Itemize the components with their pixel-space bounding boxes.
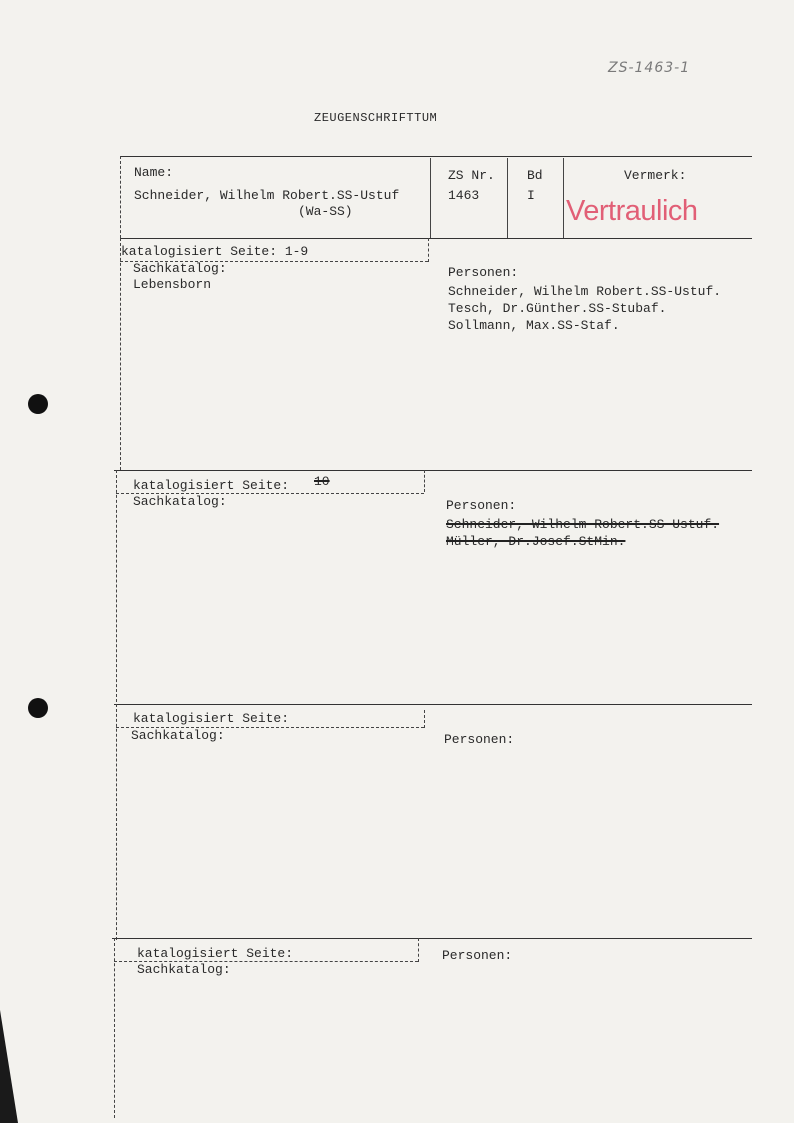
section3-top-rule [114,704,752,705]
section1-person: Sollmann, Max.SS-Staf. [448,318,620,333]
name-value: Schneider, Wilhelm Robert.SS-Ustuf [134,188,400,203]
document-title: ZEUGENSCHRIFTTUM [314,111,438,125]
section2-personen-label: Personen: [446,498,517,513]
section2-sach-label: Sachkatalog: [133,494,227,509]
section3-sach-label: Sachkatalog: [131,728,225,743]
header-divider-zs [507,158,508,238]
section1-left-border [120,238,121,470]
section2-person-struck: Schneider, Wilhelm Robert.SS-Ustuf. [446,517,720,532]
section3-katalog-right [424,710,425,728]
bd-label: Bd [527,168,543,183]
section1-katalog-label: katalogisiert Seite: 1-9 [121,244,309,259]
bd-value: I [527,188,535,203]
header-left-border [120,156,121,238]
header-divider-bd [563,158,564,238]
section2-katalog-label: katalogisiert Seite: [133,478,290,493]
zs-value: 1463 [448,188,480,203]
section1-personen-label: Personen: [448,265,519,280]
scan-edge-shadow [0,1010,18,1123]
section4-sach-label: Sachkatalog: [137,962,231,977]
section3-left-border [116,704,117,940]
section1-katalog-right [428,238,429,262]
punch-hole-bottom [28,698,48,718]
section4-personen-label: Personen: [442,948,513,963]
name-unit: (Wa-SS) [298,204,353,219]
section3-katalog-label: katalogisiert Seite: [133,711,290,726]
section2-person-struck: Müller, Dr.Josef.StMin. [446,534,626,549]
archive-note: ZS-1463-1 [608,60,691,76]
confidential-stamp: Vertraulich [566,195,698,227]
section1-person: Schneider, Wilhelm Robert.SS-Ustuf. [448,284,722,299]
section2-left-border [116,470,117,702]
vermerk-label: Vermerk: [624,168,687,183]
header-top-rule [120,156,752,157]
punch-hole-top [28,394,48,414]
header-bottom-rule [120,238,752,239]
section1-sach-label: Sachkatalog: [133,261,227,276]
section2-katalog-right [424,470,425,492]
header-divider-name [430,158,431,238]
section1-person: Tesch, Dr.Günther.SS-Stubaf. [448,301,667,316]
section4-top-rule [112,938,752,939]
section4-katalog-right [418,938,419,962]
section4-left-border [114,938,115,1118]
section4-katalog-label: katalogisiert Seite: [137,946,294,961]
name-label: Name: [134,165,174,180]
section2-katalog-value: 10 [314,474,330,489]
section2-top-rule [114,470,752,471]
zs-label: ZS Nr. [448,168,495,183]
section3-personen-label: Personen: [444,732,515,747]
section1-sach-item: Lebensborn [133,277,212,292]
